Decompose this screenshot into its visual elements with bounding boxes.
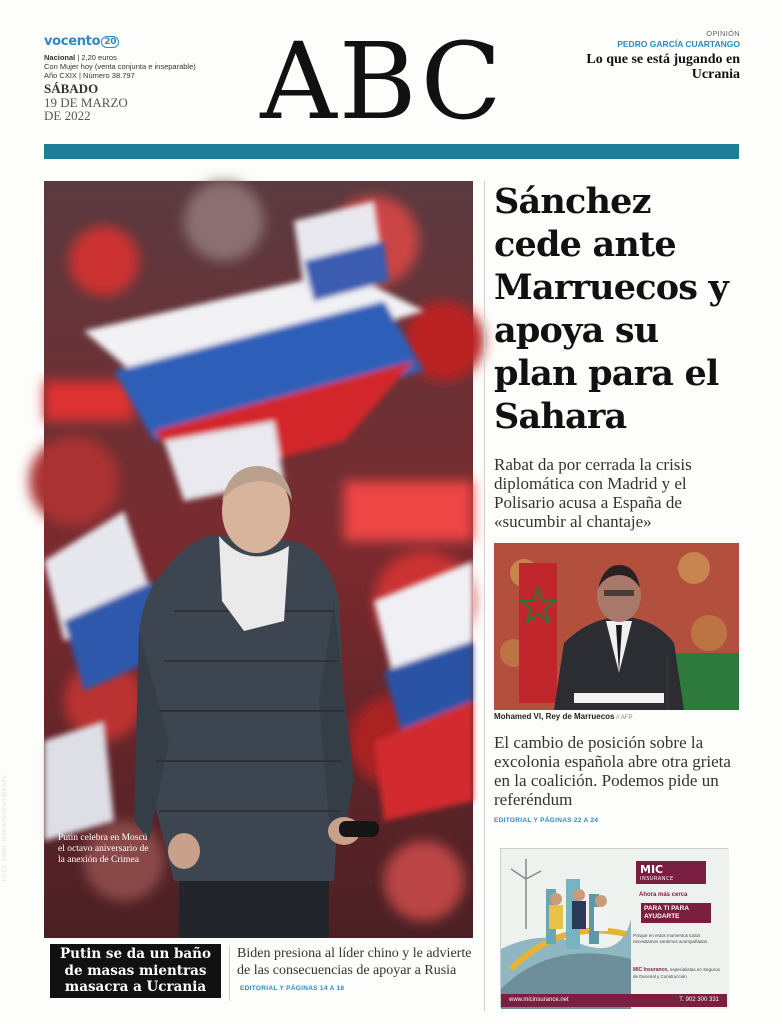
advertisement[interactable] (500, 848, 728, 1008)
opinion-author: PEDRO GARCÍA CUARTANGO (617, 39, 740, 49)
opinion-label: OPINIÓN (706, 29, 740, 38)
king-caption-name: Mohamed VI, Rey de Marruecos (494, 712, 615, 721)
lead-headline[interactable]: Sánchez cede ante Marruecos y apoya su plan para el Sahara (494, 181, 729, 437)
king-illustration (494, 543, 739, 710)
edition-info (44, 53, 244, 80)
edition-number: Año CXIX | Número 38.797 (44, 71, 135, 80)
vocento-logo-text: vocento (44, 34, 101, 49)
edition-supplement: Con Mujer hoy (venta conjunta e inseparable) (44, 62, 196, 71)
opinion-title[interactable]: Lo que se está jugando en Ucrania (586, 52, 740, 82)
abc-logo: ABC (260, 20, 504, 143)
ad-footer (501, 994, 727, 1007)
secondary-story[interactable] (237, 946, 473, 998)
edition-price: | 2,20 euros (75, 53, 117, 62)
main-photo[interactable] (2, 181, 473, 938)
ad-brand-logo (636, 861, 706, 884)
ad-description-text: especialistas en Seguros de Decenal y Construcción (633, 967, 720, 979)
king-photo[interactable] (494, 543, 739, 710)
ad-description-brand: MIC Insurance, (633, 967, 669, 973)
king-caption-source: // AFP (614, 715, 633, 721)
ad-description (633, 967, 723, 979)
edition-name: Nacional (44, 53, 76, 62)
ad-slogan: PARA TI PARA AYUDARTE (641, 903, 711, 923)
vocento-logo (44, 34, 119, 49)
king-photo-caption (494, 712, 739, 721)
opinion-teaser[interactable] (540, 29, 740, 82)
main-photo-credit: FOTO: RAMIL SITDIKOV/SPUTNIK/EFE (2, 774, 8, 881)
ad-brand-name: MIC (640, 863, 664, 876)
vocento-logo-badge: 20 (101, 36, 119, 48)
main-photo-caption: Putin celebra en Moscú el octavo aniversario de la anexión de Crimea (58, 833, 149, 865)
ad-website-link[interactable]: www.micinsurance.net (509, 997, 569, 1003)
ad-brand-sub: INSURANCE (640, 876, 674, 882)
secondary-pages-ref[interactable]: EDITORIAL Y PÁGINAS 14 A 18 (240, 985, 345, 992)
day-of-week: SÁBADO (44, 81, 99, 96)
bottom-divider (229, 946, 230, 1001)
ad-phone[interactable]: T. 902 300 331 (679, 997, 719, 1003)
date-line-1: 19 DE MARZO (44, 94, 128, 110)
ad-tagline: Ahora más cerca (639, 892, 688, 898)
crowd-illustration (44, 181, 473, 938)
photo-headline-box[interactable]: Putin se da un baño de masas mientras masacra a Ucrania (50, 944, 221, 998)
secondary-story-text: Biden presiona al líder chino y le advierte de las consecuencias de apoyar a Rusia (237, 946, 472, 978)
ad-body-text: Porque en estos momentos todos necesitamos sentirnos acompañados (633, 933, 708, 944)
date-line-2: DE 2022 (44, 108, 91, 123)
lead-pages-ref[interactable]: EDITORIAL Y PÁGINAS 22 A 24 (494, 817, 599, 824)
lead-subhead: Rabat da por cerrada la crisis diplomática con Madrid y el Polisario acusa a España de «sucumbir al chantaje» (494, 455, 692, 531)
masthead-accent-bar (44, 144, 739, 159)
issue-date (44, 82, 128, 123)
column-divider (484, 181, 485, 1011)
lead-body: El cambio de posición sobre la excolonia española abre otra grieta en la coalición. Podemos pide un referéndum (494, 733, 731, 809)
